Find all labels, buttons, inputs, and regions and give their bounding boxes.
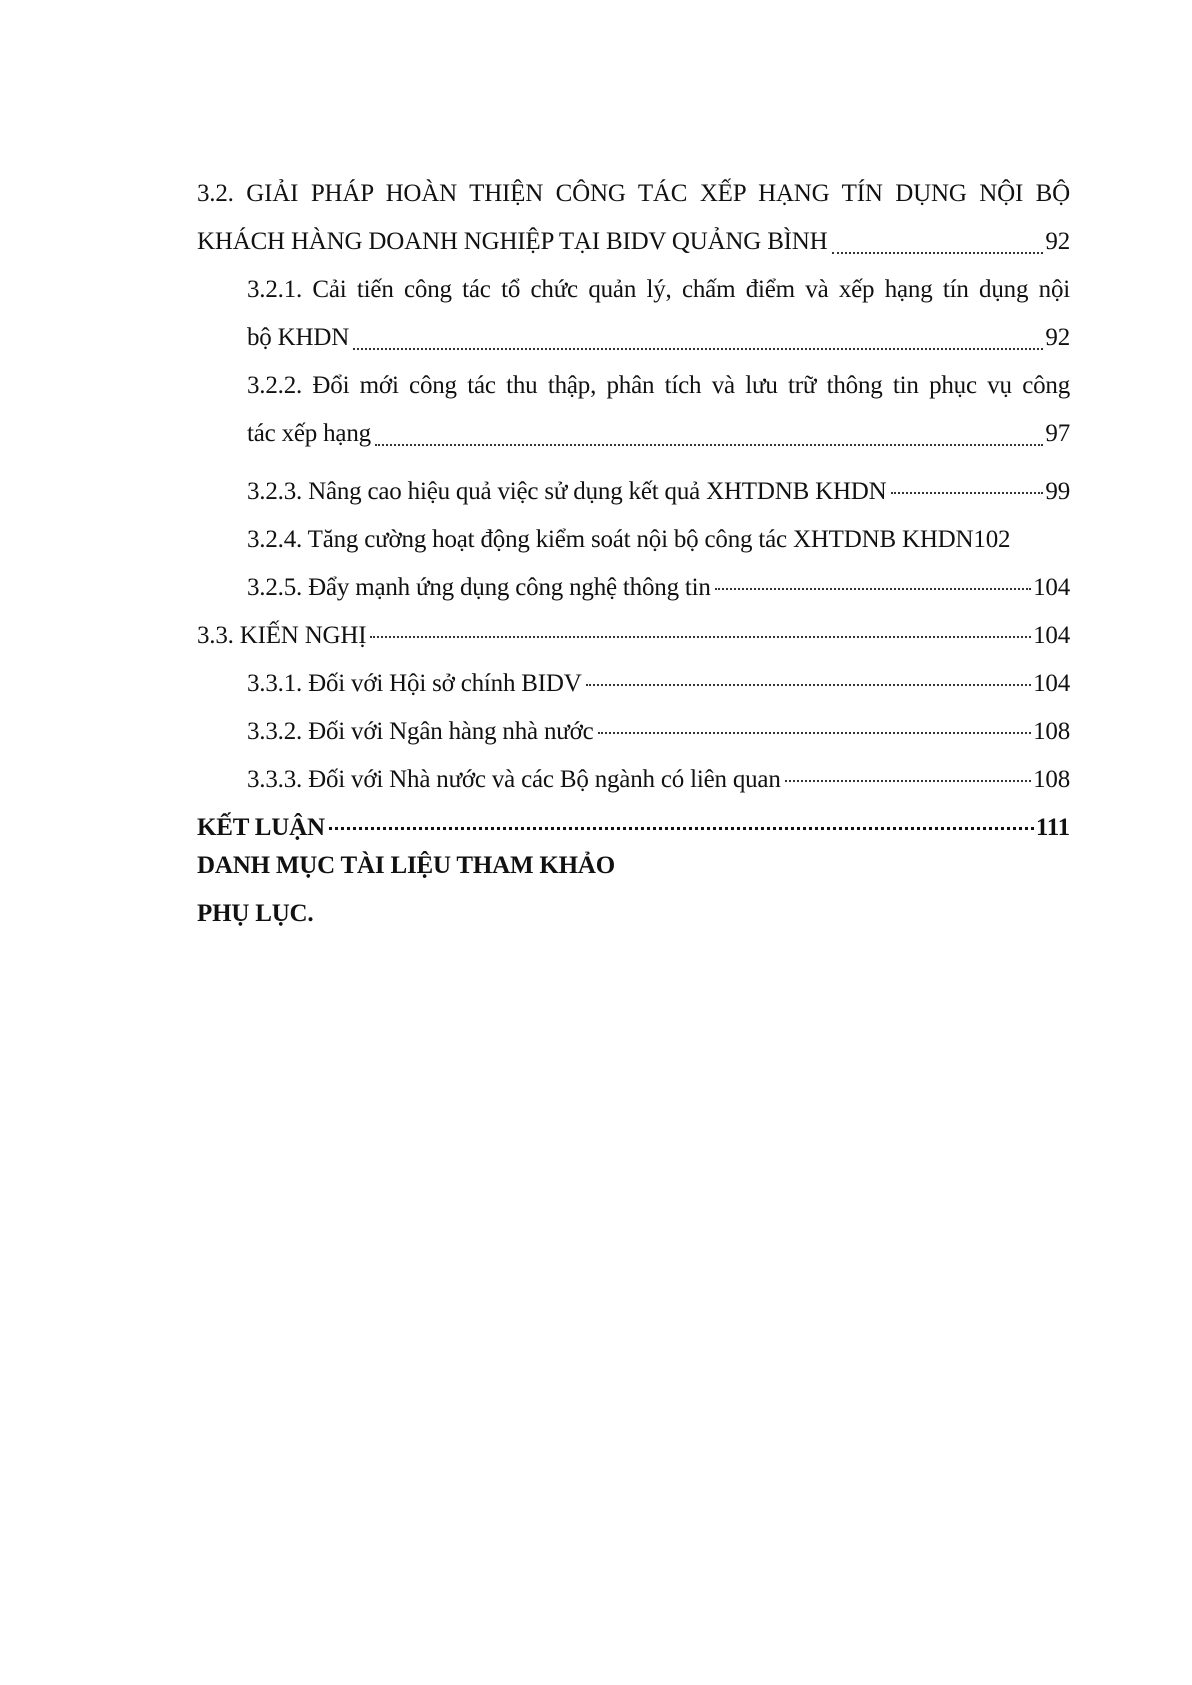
toc-entry-title-continued: KHÁCH HÀNG DOANH NGHIỆP TẠI BIDV QUẢNG BÌNH [197,228,828,255]
toc-entry-3-3-3[interactable] [197,746,1070,794]
toc-page-number: 111 [1035,814,1070,841]
dot-leader [586,684,1031,686]
toc-entry-3-2-4[interactable] [197,506,1070,554]
dot-leader [353,348,1043,350]
dot-leader [832,252,1044,254]
table-of-contents [197,170,1070,938]
toc-entry-title: 3.3.1. Đối với Hội sở chính BIDV [247,670,582,697]
toc-page-number: 108 [1033,718,1070,745]
toc-entry-title: 3.2.5. Đẩy mạnh ứng dụng công nghệ thông tin [247,574,711,601]
dot-leader [715,588,1031,590]
toc-entry-3-2-3[interactable] [197,458,1070,506]
toc-entry-title: 3.3.2. Đối với Ngân hàng nhà nước [247,718,594,745]
toc-entry-references[interactable]: DANH MỤC TÀI LIỆU THAM KHẢO [197,852,616,879]
toc-entry-3-2-2[interactable] [197,362,1070,458]
toc-entry-3-2[interactable] [197,170,1070,266]
toc-entry-3-3[interactable] [197,602,1070,650]
toc-page-number: 108 [1033,766,1070,793]
toc-page-number: 97 [1045,420,1070,447]
toc-page-number: 104 [1033,622,1070,649]
toc-entry-title: KẾT LUẬN [197,814,325,841]
toc-entry-3-3-1[interactable] [197,650,1070,698]
toc-entry-appendix[interactable]: PHỤ LỤC. [197,900,314,927]
toc-entry-title: 3.2.1. Cải tiến công tác tổ chức quản lý, chấm điểm và xếp hạng tín dụng nội [247,276,1070,303]
toc-entry-title: 3.3. KIẾN NGHỊ [197,622,367,649]
toc-page-number: 92 [1045,228,1070,255]
toc-entry-conclusion[interactable] [197,794,1070,842]
toc-entry-title: 3.2. GIẢI PHÁP HOÀN THIỆN CÔNG TÁC XẾP HẠNG TÍN DỤNG NỘI BỘ [197,180,1070,207]
dot-leader [329,827,1034,830]
toc-page-number: 99 [1045,478,1070,505]
toc-entry-title: 3.2.3. Nâng cao hiệu quả việc sử dụng kết quả XHTDNB KHDN [247,478,887,505]
toc-page-number: 104 [1033,670,1070,697]
toc-page-number: 92 [1045,324,1070,351]
toc-entry-title-continued: tác xếp hạng [247,420,371,447]
toc-entry-title: 3.3.3. Đối với Nhà nước và các Bộ ngành có liên quan [247,766,781,793]
dot-leader [891,492,1044,494]
dot-leader [598,732,1032,734]
toc-entry-title: 3.2.2. Đổi mới công tác thu thập, phân tích và lưu trữ thông tin phục vụ công [247,372,1070,399]
toc-entry-3-3-2[interactable] [197,698,1070,746]
toc-entry-3-2-5[interactable] [197,554,1070,602]
toc-page-number: 104 [1033,574,1070,601]
toc-entry-3-2-1[interactable] [197,266,1070,362]
toc-entry-title-continued: bộ KHDN [247,324,350,351]
dot-leader [375,444,1043,446]
dot-leader [370,636,1031,638]
toc-entry-title: 3.2.4. Tăng cường hoạt động kiểm soát nội bộ công tác XHTDNB KHDN102 [247,526,1011,553]
dot-leader [785,780,1031,782]
